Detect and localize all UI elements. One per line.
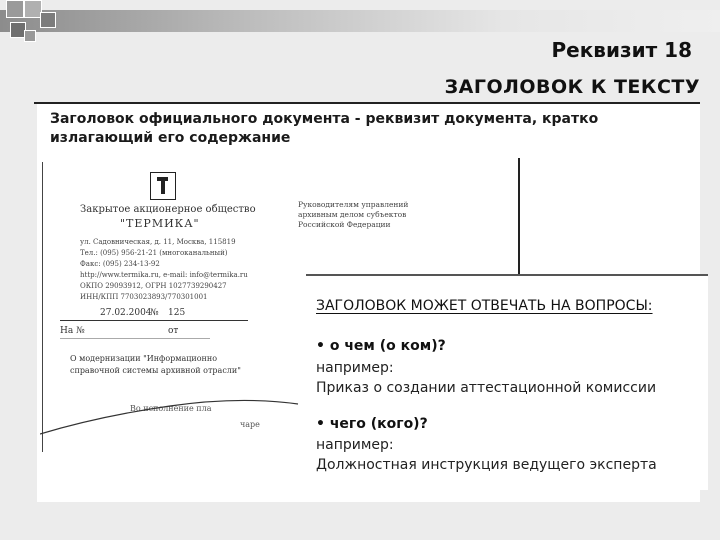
doc-heading-line: О модернизации "Информационно [70,354,218,363]
question-bullet: • о чем (о ком)? [316,338,446,354]
ref-date-label: от [168,326,179,336]
example-label: например: [316,437,394,453]
question-bullet: • чего (кого)? [316,416,428,432]
doc-heading-line: справочной системы архивной отрасли" [70,366,241,375]
example-text: Должностная инструкция ведущего эксперта [316,457,657,473]
doc-number: 125 [168,308,186,318]
decorative-square [24,30,36,42]
address-line: Факс: (095) 234-13-92 [80,260,160,268]
doc-number-label: № [150,308,159,318]
margin-line [518,158,520,276]
form-line [60,320,248,321]
address-line: ОКПО 29093912, ОГРН 1027739290427 [80,282,227,290]
doc-body-fragment: чаре [240,420,260,429]
recipient-block: Руководителям управлений архивным делом субъектов Российской Федерации [298,200,409,229]
slide-title: Реквизит 18 [551,38,692,62]
questions-header: ЗАГОЛОВОК МОЖЕТ ОТВЕЧАТЬ НА ВОПРОСЫ: [316,298,653,314]
org-type: Закрытое акционерное общество [80,204,256,215]
decorative-square [6,0,24,18]
address-line: ул. Садовническая, д. 11, Москва, 115819 [80,238,236,246]
example-text: Приказ о создании аттестационной комиссии [316,380,657,396]
questions-box [306,274,708,490]
address-line: http://www.termika.ru, e-mail: info@termika.ru [80,271,248,279]
slide-subtitle: ЗАГОЛОВОК К ТЕКСТУ [444,76,700,98]
company-logo-icon [150,172,176,200]
decorative-gradient-bar [0,10,720,32]
example-label: например: [316,360,394,376]
form-line [60,338,210,339]
address-line: ИНН/КПП 7703023893/770301001 [80,293,208,301]
definition-text: Заголовок официального документа - реквизит документа, кратко излагающий его содержание [50,111,599,146]
ref-number-label: На № [60,326,85,336]
org-name: "ТЕРМИКА" [120,217,200,230]
decorative-square [40,12,56,28]
doc-body-fragment: Во исполнение пла [130,404,212,413]
doc-date: 27.02.2004 [100,308,152,318]
torn-edge-curve [40,398,300,438]
address-line: Тел.: (095) 956-21-21 (многоканальный) [80,249,228,257]
